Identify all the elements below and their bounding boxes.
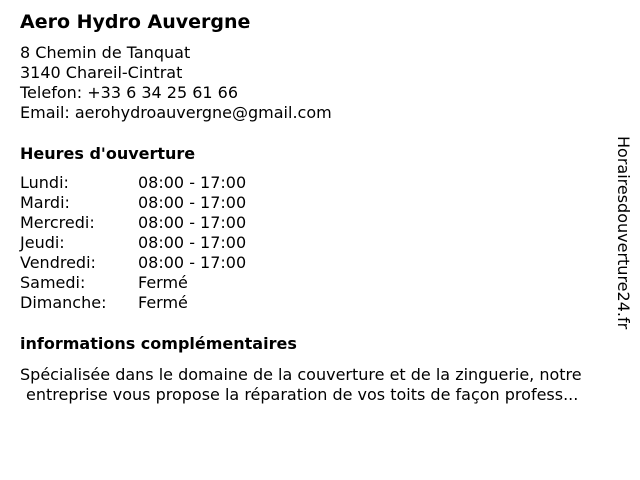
day-label: Vendredi: [20,253,96,272]
hours-value: Fermé [138,293,188,312]
day-label: Jeudi: [20,233,65,252]
hours-row-thursday [20,233,320,253]
hours-value: 08:00 - 17:00 [138,193,247,212]
business-name: Aero Hydro Auvergne [20,11,251,33]
day-label: Mardi: [20,193,70,212]
street-address: 8 Chemin de Tanquat [20,43,191,62]
hours-value: 08:00 - 17:00 [138,233,247,252]
hours-row-wednesday [20,213,320,233]
hours-value: 08:00 - 17:00 [138,253,247,272]
contact-block [20,43,332,123]
city-address: 3140 Chareil-Cintrat [20,63,183,82]
hours-row-friday [20,253,320,273]
hours-row-sunday [20,293,320,313]
day-label: Lundi: [20,173,69,192]
hours-value: Fermé [138,273,188,292]
email-address: Email: aerohydroauvergne@gmail.com [20,103,332,122]
day-label: Dimanche: [20,293,107,312]
info-text-line: Spécialisée dans le domaine de la couverture et de la zinguerie, notre [20,365,582,384]
day-label: Mercredi: [20,213,95,232]
hours-value: 08:00 - 17:00 [138,173,247,192]
additional-info-heading: informations complémentaires [20,334,297,353]
site-watermark: Horairesdouverture24.fr [614,136,633,330]
hours-row-saturday [20,273,320,293]
opening-hours-heading: Heures d'ouverture [20,144,196,163]
opening-hours-table [20,173,320,313]
hours-row-tuesday [20,193,320,213]
phone-number: Telefon: +33 6 34 25 61 66 [20,83,239,102]
hours-row-monday [20,173,320,193]
additional-info-text [20,365,632,405]
hours-value: 08:00 - 17:00 [138,213,247,232]
day-label: Samedi: [20,273,86,292]
info-text-line: entreprise vous propose la réparation de vos toits de façon profess... [26,385,579,404]
